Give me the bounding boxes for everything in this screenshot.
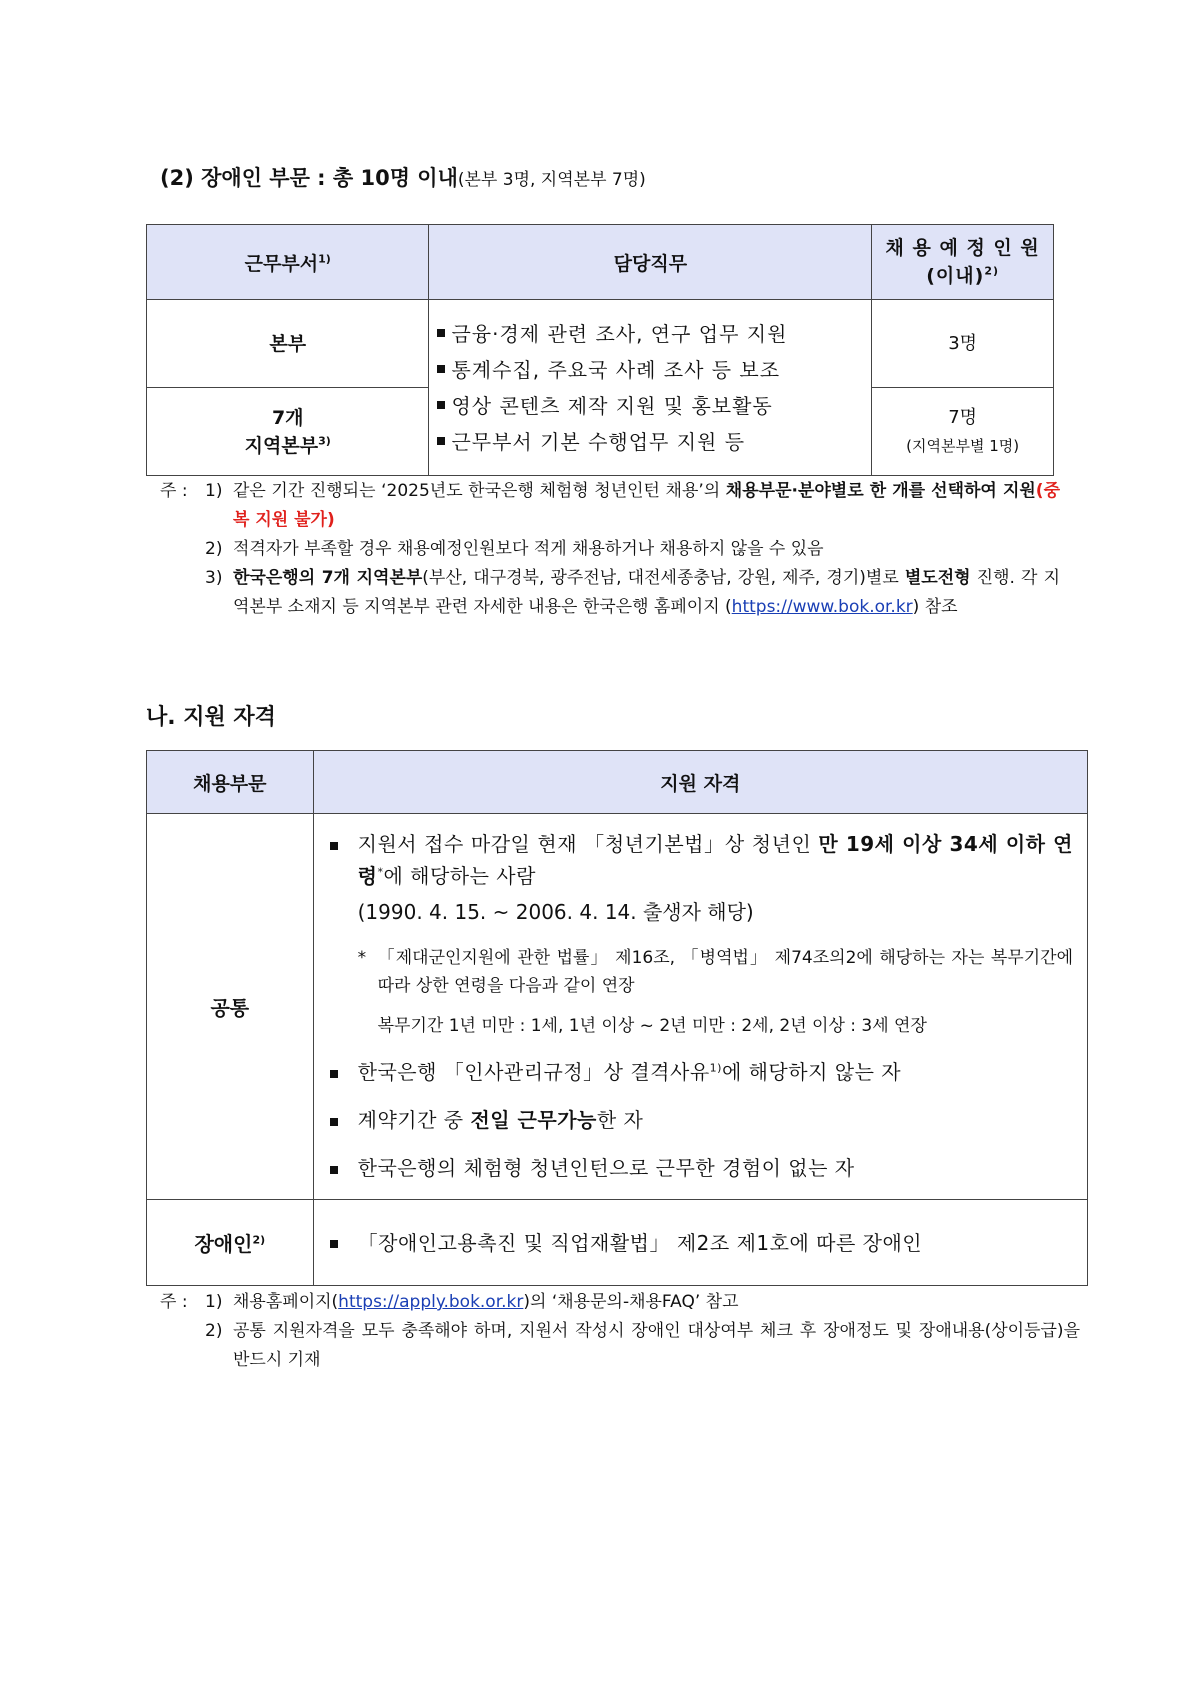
disabled-qualifications — [313, 1200, 1087, 1286]
square-bullet-icon — [330, 1070, 338, 1078]
header-dept: 근무부서$^{1)}$ — [147, 225, 429, 300]
square-bullet-icon — [330, 1166, 338, 1174]
list-item: 한국은행 「인사관리규정」상 결격사유$^{1)}$에 해당하지 않는 자 — [330, 1056, 1073, 1088]
duty-list — [429, 300, 872, 476]
square-bullet-icon — [330, 1240, 338, 1248]
category-common: 공통 — [147, 814, 314, 1200]
table-row — [147, 300, 1054, 388]
dept-hq: 본부 — [147, 300, 429, 388]
common-qualifications — [313, 814, 1087, 1200]
table-notes-1 — [160, 477, 1060, 622]
position-table — [146, 224, 1054, 476]
square-bullet-icon — [437, 365, 445, 373]
qualification-table-header — [147, 751, 1088, 814]
section-title-main: (2) 장애인 부문 : 총 10명 이내 — [160, 166, 458, 190]
square-bullet-icon — [330, 1118, 338, 1126]
count-hq: 3명 — [872, 300, 1054, 388]
age-extension: 복무기간 1년 미만 : 1세, 1년 이상 ~ 2년 미만 : 2세, 2년 이상 : 3세 연장 — [377, 1016, 927, 1036]
list-item: 영상 콘텐츠 제작 지원 및 홍보활동 — [437, 388, 871, 424]
category-disabled: 장애인$^{2)}$ — [147, 1200, 314, 1286]
square-bullet-icon — [330, 842, 338, 850]
section-title-disabled — [160, 162, 646, 192]
footnote: 3) 한국은행의 7개 지역본부(부산, 대구경북, 광주전남, 대전세종충남, 강원, 제주, 경기)별로 별도전형 진행. 각 지역본부 소재지 등 지역본부 관련 자세한 내용은 한국은행 홈페이지 (https://www.bok.or.kr) 참조 — [205, 568, 1060, 617]
header-qualification: 지원 자격 — [313, 751, 1087, 814]
square-bullet-icon — [437, 437, 445, 445]
table-notes-2 — [160, 1288, 1080, 1375]
footnote: 2) 적격자가 부족할 경우 채용예정인원보다 적게 채용하거나 채용하지 않을 수 있음 — [205, 539, 824, 559]
square-bullet-icon — [437, 401, 445, 409]
list-item: 근무부서 기본 수행업무 지원 등 — [437, 424, 871, 460]
section-title-detail: (본부 3명, 지역본부 7명) — [457, 170, 646, 190]
list-item: 금융·경제 관련 조사, 연구 업무 지원 — [437, 316, 871, 352]
square-bullet-icon — [437, 329, 445, 337]
count-regional: 7명 (지역본부별 1명) — [872, 388, 1054, 476]
footnote: 주 : 1) 같은 기간 진행되는 ‘2025년도 한국은행 체험형 청년인턴 채용’의 채용부문·분야별로 한 개를 선택하여 지원(중복 지원 불가) — [160, 481, 1060, 530]
military-note: * 「제대군인지원에 관한 법률」 제16조, 「병역법」 제74조의2에 해당하는 자는 복무기간에 따라 상한 연령을 다음과 같이 연장 — [357, 948, 1073, 996]
header-category: 채용부문 — [147, 751, 314, 814]
table-row — [147, 1200, 1088, 1286]
birth-range: (1990. 4. 15. ~ 2006. 4. 14. 출생자 해당) — [357, 900, 754, 924]
section-title-qualification: 나. 지원 자격 — [146, 705, 276, 730]
table-row — [147, 814, 1088, 1200]
dept-regional: 7개 지역본부$^{3)}$ — [147, 388, 429, 476]
list-item: 「장애인고용촉진 및 직업재활법」 제2조 제1호에 따른 장애인 — [330, 1227, 1073, 1259]
position-table-header — [147, 225, 1054, 300]
header-count: 채 용 예 정 인 원 (이내)$^{2)}$ — [872, 225, 1054, 300]
footnote: 2) 공통 지원자격을 모두 충족해야 하며, 지원서 작성시 장애인 대상여부 체크 후 장애정도 및 장애내용(상이등급)을 반드시 기재 — [205, 1321, 1080, 1370]
header-duty: 담당직무 — [429, 225, 872, 300]
bok-homepage-link[interactable]: https://www.bok.or.kr — [731, 597, 913, 617]
apply-homepage-link[interactable]: https://apply.bok.or.kr — [338, 1292, 524, 1312]
list-item: 한국은행의 체험형 청년인턴으로 근무한 경험이 없는 자 — [330, 1152, 1073, 1184]
footnote: 주 : 1) 채용홈페이지(https://apply.bok.or.kr)의 ‘채용문의-채용FAQ’ 참고 — [160, 1292, 739, 1312]
list-item: 계약기간 중 전일 근무가능한 자 — [330, 1104, 1073, 1136]
list-item: 통계수집, 주요국 사례 조사 등 보조 — [437, 352, 871, 388]
list-item: 지원서 접수 마감일 현재 「청년기본법」상 청년인 만 19세 이상 34세 이하 연령*에 해당하는 사람 — [330, 828, 1073, 892]
qualification-table — [146, 750, 1088, 1286]
